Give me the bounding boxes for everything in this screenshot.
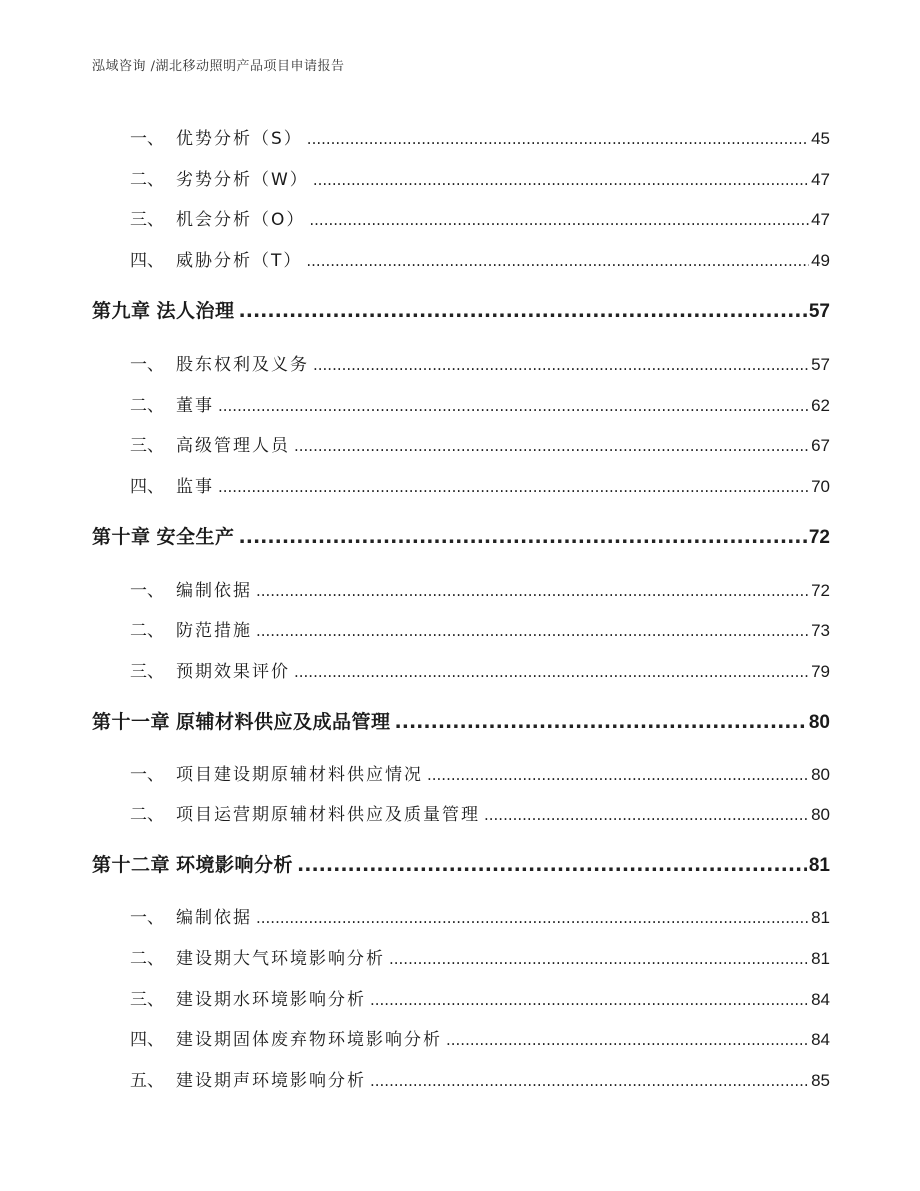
toc-entry-title: 防范措施 bbox=[176, 621, 252, 641]
dot-leader bbox=[370, 1071, 809, 1091]
toc-entry-page: 62 bbox=[811, 396, 830, 415]
toc-chapter[interactable] bbox=[92, 296, 830, 323]
toc-entry[interactable] bbox=[92, 205, 830, 230]
toc-entry-number: 一、 bbox=[130, 129, 164, 149]
dot-leader bbox=[309, 210, 809, 230]
toc-entry-page: 79 bbox=[811, 662, 830, 681]
toc-entry-title: 项目建设期原辅材料供应情况 bbox=[176, 765, 423, 785]
toc-entry[interactable] bbox=[92, 165, 830, 190]
dot-leader bbox=[307, 129, 809, 149]
toc-entry[interactable] bbox=[92, 903, 830, 928]
toc-chapter[interactable] bbox=[92, 522, 830, 549]
dot-leader bbox=[239, 526, 807, 548]
toc-entry-page: 81 bbox=[811, 949, 830, 968]
toc-entry-title: 项目运营期原辅材料供应及质量管理 bbox=[176, 805, 480, 825]
toc-entry[interactable] bbox=[92, 350, 830, 375]
toc-entry-page: 81 bbox=[811, 908, 830, 927]
toc-entry-title: 优势分析（S） bbox=[176, 129, 303, 149]
toc-entry[interactable] bbox=[92, 760, 830, 785]
toc-entry-title: 高级管理人员 bbox=[176, 436, 290, 456]
dot-leader bbox=[218, 396, 809, 416]
toc-chapter-number: 第十章 bbox=[92, 526, 151, 548]
toc-entry-title: 编制依据 bbox=[176, 581, 252, 601]
toc-entry-number: 三、 bbox=[130, 436, 164, 456]
toc-entry-title: 威胁分析（T） bbox=[176, 251, 303, 271]
toc-entry-number: 一、 bbox=[130, 581, 164, 601]
toc-entry-page: 45 bbox=[811, 129, 830, 148]
dot-leader bbox=[446, 1030, 809, 1050]
dot-leader bbox=[256, 581, 809, 601]
toc-entry-title: 建设期水环境影响分析 bbox=[176, 990, 366, 1010]
toc-entry[interactable] bbox=[92, 246, 830, 271]
toc-chapter-page: 57 bbox=[808, 301, 830, 322]
dot-leader bbox=[427, 765, 809, 785]
toc-entry[interactable] bbox=[92, 800, 830, 825]
toc-entry-number: 五、 bbox=[130, 1071, 164, 1091]
toc-entry[interactable] bbox=[92, 944, 830, 969]
toc-entry-title: 建设期声环境影响分析 bbox=[176, 1071, 366, 1091]
dot-leader bbox=[395, 711, 807, 733]
toc-entry[interactable] bbox=[92, 124, 830, 149]
dot-leader bbox=[389, 949, 809, 969]
toc-entry-number: 三、 bbox=[130, 990, 164, 1010]
dot-leader bbox=[370, 990, 809, 1010]
toc-entry-number: 一、 bbox=[130, 908, 164, 928]
dot-leader bbox=[313, 170, 809, 190]
toc-chapter-page: 80 bbox=[808, 712, 830, 733]
toc-entry[interactable] bbox=[92, 657, 830, 682]
toc-entry-number: 四、 bbox=[130, 251, 164, 271]
toc-entry[interactable] bbox=[92, 431, 830, 456]
toc-chapter-number: 第十一章 bbox=[92, 711, 171, 733]
dot-leader bbox=[306, 251, 809, 271]
dot-leader bbox=[313, 355, 809, 375]
toc-entry-number: 二、 bbox=[130, 170, 164, 190]
toc-entry-page: 70 bbox=[811, 477, 830, 496]
toc-entry-page: 73 bbox=[811, 621, 830, 640]
toc-entry-number: 二、 bbox=[130, 621, 164, 641]
toc-chapter-title: 环境影响分析 bbox=[176, 854, 294, 876]
toc-entry-number: 三、 bbox=[130, 210, 164, 230]
toc-entry-page: 84 bbox=[811, 990, 830, 1009]
toc-entry-number: 二、 bbox=[130, 805, 164, 825]
dot-leader bbox=[294, 662, 809, 682]
toc-entry[interactable] bbox=[92, 1066, 830, 1091]
toc-entry-number: 二、 bbox=[130, 949, 164, 969]
toc-entry-number: 四、 bbox=[130, 477, 164, 497]
toc-entry[interactable] bbox=[92, 1025, 830, 1050]
toc-entry-page: 67 bbox=[811, 436, 830, 455]
dot-leader bbox=[256, 908, 809, 928]
toc-entry-number: 一、 bbox=[130, 355, 164, 375]
toc-chapter-number: 第十二章 bbox=[92, 854, 171, 876]
toc-entry-title: 股东权利及义务 bbox=[176, 355, 309, 375]
dot-leader bbox=[297, 854, 807, 876]
toc-entry[interactable] bbox=[92, 616, 830, 641]
dot-leader bbox=[484, 805, 809, 825]
toc-entry-page: 80 bbox=[811, 765, 830, 784]
toc-chapter-title: 原辅材料供应及成品管理 bbox=[176, 711, 391, 733]
dot-leader bbox=[256, 621, 809, 641]
toc-chapter-page: 72 bbox=[808, 527, 830, 548]
toc-entry-title: 预期效果评价 bbox=[176, 662, 290, 682]
toc-entry-page: 49 bbox=[811, 251, 830, 270]
toc-entry-page: 85 bbox=[811, 1071, 830, 1090]
toc-chapter[interactable] bbox=[92, 850, 830, 877]
toc-entry-title: 机会分析（O） bbox=[176, 210, 306, 230]
toc-entry[interactable] bbox=[92, 391, 830, 416]
toc-entry-page: 72 bbox=[811, 581, 830, 600]
dot-leader bbox=[239, 300, 807, 322]
toc-chapter-number: 第九章 bbox=[92, 300, 151, 322]
toc-chapter-title: 安全生产 bbox=[156, 526, 235, 548]
toc-chapter[interactable] bbox=[92, 707, 830, 734]
toc-entry-title: 建设期固体废弃物环境影响分析 bbox=[176, 1030, 442, 1050]
toc-entry[interactable] bbox=[92, 576, 830, 601]
toc-entry-page: 47 bbox=[811, 210, 830, 229]
toc-entry[interactable] bbox=[92, 472, 830, 497]
toc-entry-title: 监事 bbox=[176, 477, 214, 497]
toc-chapter-title: 法人治理 bbox=[156, 300, 235, 322]
toc-entry-page: 47 bbox=[811, 170, 830, 189]
toc-entry-title: 劣势分析（W） bbox=[176, 170, 309, 190]
toc-entry-number: 三、 bbox=[130, 662, 164, 682]
toc-entry-title: 编制依据 bbox=[176, 908, 252, 928]
dot-leader bbox=[218, 477, 809, 497]
toc-entry-page: 57 bbox=[811, 355, 830, 374]
toc-chapter-page: 81 bbox=[808, 855, 830, 876]
toc-entry-title: 建设期大气环境影响分析 bbox=[176, 949, 385, 969]
toc-entry-page: 80 bbox=[811, 805, 830, 824]
toc-entry[interactable] bbox=[92, 985, 830, 1010]
toc-entry-number: 四、 bbox=[130, 1030, 164, 1050]
dot-leader bbox=[294, 436, 809, 456]
toc-entry-number: 一、 bbox=[130, 765, 164, 785]
toc-entry-title: 董事 bbox=[176, 396, 214, 416]
toc-entry-page: 84 bbox=[811, 1030, 830, 1049]
toc-entry-number: 二、 bbox=[130, 396, 164, 416]
running-header: 泓域咨询 /湖北移动照明产品项目申请报告 bbox=[92, 59, 345, 74]
